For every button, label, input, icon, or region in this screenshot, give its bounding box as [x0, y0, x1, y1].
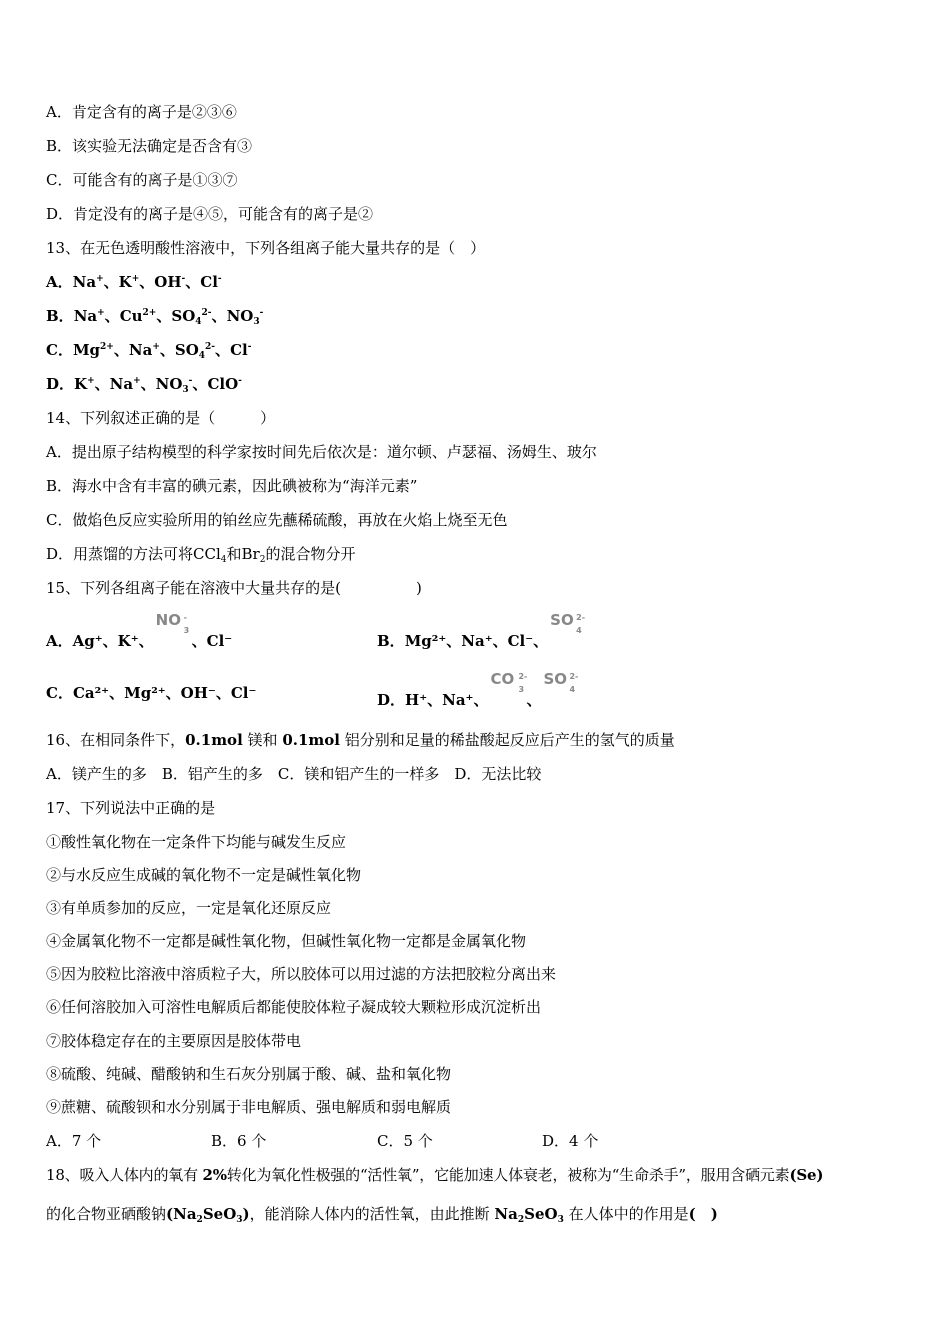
charge: 2+: [142, 308, 157, 318]
q12-option-c-text: C．可能含有的离子是①③⑦: [46, 171, 238, 189]
formula-part: Na: [494, 1205, 518, 1223]
q17-item: [46, 1097, 451, 1117]
q17-item-text: ⑧硫酸、纯碱、醋酸钠和生石灰分别属于酸、碱、盐和氧化物: [46, 1065, 452, 1083]
q18-stem-line1: [46, 1165, 823, 1185]
carbonate-ion: [488, 670, 528, 707]
text: 和Br: [226, 545, 260, 563]
q12-option-d-text: D．肯定没有的离子是④⑤，可能含有的离子是②: [46, 205, 374, 223]
formula-part: SeO: [202, 1205, 237, 1223]
option-label: A．: [46, 632, 73, 650]
q14-option-c: [46, 510, 507, 530]
subscript: 3: [182, 385, 189, 395]
q17-item: [46, 898, 331, 918]
q14-stem: [46, 408, 275, 428]
q12-option-d: [46, 204, 373, 224]
text: 铝分别和足量的稀盐酸起反应后产生的氢气的质量: [339, 731, 675, 749]
separator: 、: [140, 375, 156, 393]
q13-option-d: [46, 374, 242, 394]
q17-item-text: ⑨蔗糖、硫酸钡和水分别属于非电解质、强电解质和弱电解质: [46, 1098, 452, 1116]
q14-stem-text: 14、下列叙述正确的是（ ）: [46, 409, 276, 427]
ion: NO: [155, 375, 183, 393]
formula-part: SeO: [524, 1205, 558, 1223]
sulfate-ion: [548, 611, 586, 648]
ion-charge: 2-: [576, 613, 586, 622]
q17-item-text: ⑦胶体稳定存在的主要原因是胶体带电: [46, 1032, 302, 1050]
separator: 、: [113, 341, 129, 359]
q17-item-text: ②与水反应生成碱的氧化物不一定是碱性氧化物: [46, 866, 362, 884]
q14-option-d: [46, 544, 355, 564]
q14-option-b: [46, 476, 417, 496]
ion-subscript: 4: [569, 685, 576, 694]
separator: 、: [185, 273, 201, 291]
text: 在人体中的作用是: [563, 1205, 689, 1223]
separator: 、: [192, 375, 208, 393]
ion: Na: [72, 273, 97, 291]
separator: 、: [156, 307, 172, 325]
q17-item: [46, 997, 541, 1017]
q14-option-a-text: A．提出原子结构模型的科学家按时间先后依次是：道尔顿、卢瑟福、汤姆生、玻尔: [46, 443, 597, 461]
text: 的混合物分开: [265, 545, 356, 563]
ion: ClO: [207, 375, 239, 393]
q15-stem: [46, 578, 422, 598]
ion: SO: [171, 307, 196, 325]
ions-text: Ag⁺、K⁺、: [72, 632, 154, 650]
ion-subscript: 3: [518, 685, 525, 694]
text: D．用蒸馏的方法可将CCl: [46, 545, 221, 563]
q12-option-b: [46, 136, 252, 156]
q12-option-c: [46, 170, 237, 190]
q17-stem: [46, 798, 215, 818]
ion-base: SO: [550, 611, 574, 629]
text: ，能消除人体内的活性氧，由此推断: [249, 1205, 495, 1223]
q15-option-d: [377, 670, 579, 710]
ion-base: CO: [490, 670, 515, 688]
q17-option-b-text: B．6 个: [211, 1132, 267, 1150]
q15-option-b: [377, 611, 586, 651]
q17-option-d-text: D．4 个: [542, 1132, 599, 1150]
charge: 2+: [100, 342, 114, 352]
charge: -: [188, 376, 193, 386]
q17-item-text: ⑤因为胶粒比溶液中溶质粒子大，所以胶体可以用过滤的方法把胶粒分离出来: [46, 965, 557, 983]
ion: Cl: [200, 273, 218, 291]
q17-item: [46, 832, 346, 852]
separator: 、: [104, 307, 120, 325]
separator: 、: [139, 273, 155, 291]
subscript: 3: [253, 317, 260, 327]
subscript: 4: [220, 555, 227, 565]
percentage: 2%: [202, 1166, 227, 1184]
q17-option-c: [377, 1131, 433, 1151]
option-label: A．: [46, 273, 73, 291]
charge: +: [87, 376, 95, 386]
option-label: C．: [46, 684, 73, 702]
q17-stem-text: 17、下列说法中正确的是: [46, 799, 216, 817]
q17-item: [46, 964, 556, 984]
formula: [166, 1205, 250, 1223]
ion-charge: 2-: [569, 672, 579, 681]
q14-option-a: [46, 442, 597, 462]
option-label: B．: [46, 307, 74, 325]
q17-item: [46, 931, 526, 951]
formula: [494, 1205, 563, 1223]
separator: 、: [159, 341, 175, 359]
ion-subscript: 4: [576, 626, 582, 635]
charge: +: [131, 274, 140, 284]
ion: Cl: [230, 341, 248, 359]
q16-stem: [46, 730, 675, 750]
subscript: 2: [259, 555, 266, 565]
q17-item: [46, 1031, 301, 1051]
option-label: D．: [377, 691, 406, 709]
q15-option-a: [46, 611, 233, 651]
q15-option-c: [46, 683, 256, 703]
charge: -: [217, 274, 222, 284]
option-label: B．: [377, 632, 405, 650]
ions-text: Mg²⁺、Na⁺、Cl⁻、: [404, 632, 549, 650]
ion-subscript: 3: [183, 626, 190, 635]
q12-option-b-text: B．该实验无法确定是否含有③: [46, 137, 253, 155]
q16-options: [46, 764, 541, 784]
charge: +: [133, 376, 141, 386]
option-label: D．: [46, 375, 75, 393]
q15-stem-text: 15、下列各组离子能在溶液中大量共存的是( ): [46, 579, 422, 597]
text: 18、吸入人体内的氧有: [46, 1166, 203, 1184]
charge: -: [259, 308, 264, 318]
quantity: 0.1mol: [185, 731, 243, 749]
q13-stem-text: 13、在无色透明酸性溶液中，下列各组离子能大量共存的是（ ）: [46, 239, 486, 257]
ion: K: [74, 375, 88, 393]
ion-charge: 2-: [518, 672, 528, 681]
separator: 、: [94, 375, 110, 393]
ions-text: 、Cl⁻: [191, 632, 233, 650]
ion: Mg: [72, 341, 101, 359]
nitrate-ion: [154, 611, 192, 648]
q13-stem: [46, 238, 485, 258]
subscript: 2: [196, 1215, 203, 1225]
ions-text: H⁺、Na⁺、: [405, 691, 489, 709]
q12-option-a: [46, 102, 237, 122]
answer-blank: ( ): [688, 1205, 718, 1223]
ion: Na: [73, 307, 98, 325]
ion-base: NO: [155, 611, 181, 629]
q12-option-a-text: A．肯定含有的离子是②③⑥: [46, 103, 237, 121]
q17-item-text: ⑥任何溶胶加入可溶性电解质后都能使胶体粒子凝成较大颗粒形成沉淀析出: [46, 998, 542, 1016]
q13-option-a: [46, 272, 222, 292]
ion-charge: -: [183, 613, 187, 622]
ions-text: 、: [526, 691, 542, 709]
subscript: 4: [198, 351, 206, 361]
q18-stem-line2: [46, 1204, 718, 1224]
q17-item-text: ④金属氧化物不一定都是碱性氧化物，但碱性氧化物一定都是金属氧化物: [46, 932, 527, 950]
q17-item: [46, 865, 361, 885]
ion-base: SO: [543, 670, 568, 688]
q14-option-c-text: C．做焰色反应实验所用的铂丝应先蘸稀硫酸，再放在火焰上烧至无色: [46, 511, 508, 529]
separator: 、: [103, 273, 119, 291]
ion: OH: [154, 273, 182, 291]
charge: -: [238, 376, 242, 386]
separator: 、: [211, 307, 227, 325]
option-label: C．: [46, 341, 73, 359]
element-symbol: (Se): [789, 1166, 824, 1184]
text: 的化合物亚硒酸钠: [46, 1205, 167, 1223]
formula-part: ): [242, 1205, 250, 1223]
quantity: 0.1mol: [282, 731, 340, 749]
q13-option-b: [46, 306, 263, 326]
q17-option-c-text: C．5 个: [377, 1132, 433, 1150]
charge: +: [96, 274, 104, 284]
subscript: 3: [236, 1215, 243, 1225]
text: 16、在相同条件下，: [46, 731, 186, 749]
q14-option-b-text: B．海水中含有丰富的碘元素，因此碘被称为“海洋元素”: [46, 477, 418, 495]
q17-option-a: [46, 1131, 101, 1151]
q17-item-text: ③有单质参加的反应，一定是氧化还原反应: [46, 899, 332, 917]
q13-option-c: [46, 340, 251, 360]
charge: -: [247, 342, 252, 352]
separator: 、: [215, 341, 231, 359]
charge: 2-: [205, 342, 216, 352]
ion: SO: [174, 341, 199, 359]
ions-text: Ca²⁺、Mg²⁺、OH⁻、Cl⁻: [72, 684, 257, 702]
ion: K: [118, 273, 132, 291]
charge: +: [97, 308, 105, 318]
ion: Na: [128, 341, 153, 359]
subscript: 4: [195, 317, 202, 327]
q17-option-d: [542, 1131, 598, 1151]
q17-item: [46, 1064, 451, 1084]
subscript: 2: [517, 1215, 525, 1225]
text: 镁和: [242, 731, 283, 749]
charge: +: [152, 342, 160, 352]
ion: Na: [109, 375, 134, 393]
charge: -: [181, 274, 186, 284]
ion: NO: [226, 307, 254, 325]
q17-option-b: [211, 1131, 266, 1151]
q17-option-a-text: A．7 个: [46, 1132, 102, 1150]
ion: Cu: [119, 307, 143, 325]
text: 转化为氧化性极强的“活性氧”，它能加速人体衰老，被称为“生命杀手”，服用含硒元素: [226, 1166, 790, 1184]
q16-options-text: A．镁产生的多 B．铝产生的多 C．镁和铝产生的一样多 D．无法比较: [46, 765, 542, 783]
formula-part: (Na: [166, 1205, 197, 1223]
q17-item-text: ①酸性氧化物在一定条件下均能与碱发生反应: [46, 833, 347, 851]
subscript: 3: [557, 1215, 564, 1225]
sulfate-ion: [541, 670, 579, 707]
charge: 2-: [201, 308, 212, 318]
